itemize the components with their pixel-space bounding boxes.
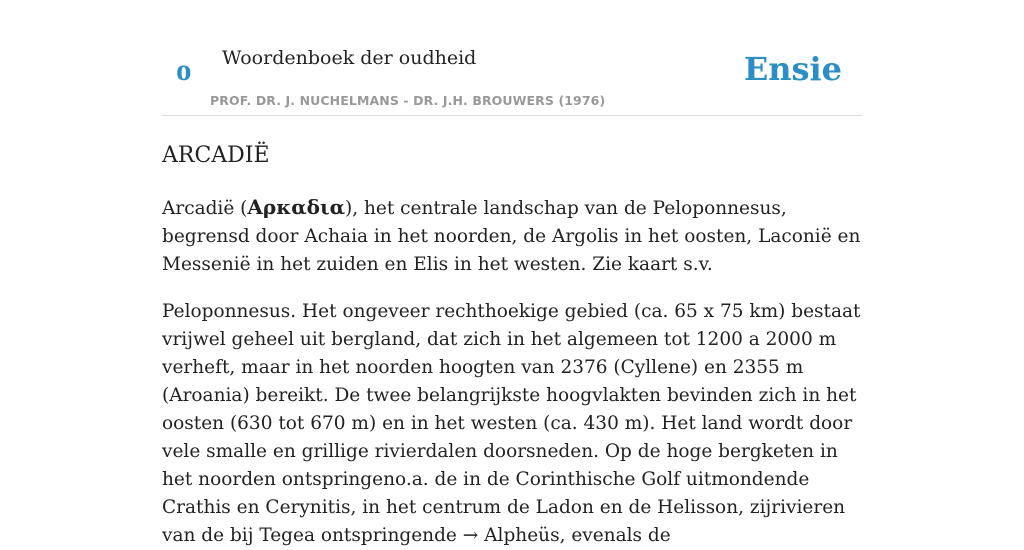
content-container — [162, 0, 862, 550]
book-title[interactable]: Woordenboek der oudheid — [222, 47, 477, 69]
paragraph-2-text: Peloponnesus. Het ongeveer rechthoekige gebied (ca. 65 x 75 km) bestaat vrijwel geheel uit bergland, dat zich in het algemeen tot 1200 a 2000 m verheft, maar in het noorden hoogten van 2376 (Cyllene) en 2355 m (Aroania) bereikt. De twee belangrijkste hoogvlakten bevinden zich in het oosten (630 tot 670 m) en in het westen (ca. 430 m). Het land wordt door vele smalle en grillige rivierdalen doorsneden. Op de hoge bergketen in het noorden ontspringeno.a. de in de Corinthische Golf uitmondende Crathis en Cerynitis, in het centrum de Ladon en de Helisson, zijrivieren van de bij Tegea ontspringende — [162, 301, 861, 546]
paragraph-2-tail: , evenals de — [559, 525, 671, 546]
paragraph-1-text: ), het centrale landschap van de Peloponnesus, begrensd door Achaia in het noorden, de Argolis in het oosten, Laconië en Messenië in het zuiden en Elis in het westen. Zie kaart s.v. — [162, 198, 861, 275]
paragraph-1-intro: Arcadië ( — [162, 198, 248, 219]
paragraph-2 — [162, 298, 862, 550]
arrow-icon: → — [462, 525, 479, 546]
ensie-logo[interactable]: Ensie — [743, 50, 842, 88]
alpheus-link[interactable]: Alpheüs — [484, 525, 560, 546]
letter-link[interactable]: o — [176, 52, 192, 87]
book-authors: PROF. DR. J. NUCHELMANS - DR. J.H. BROUWERS (1976) — [210, 93, 606, 108]
article-title: ARCADIË — [162, 143, 270, 168]
article-body — [162, 193, 862, 550]
greek-term: Αρκαδια — [247, 195, 346, 219]
paragraph-1 — [162, 193, 862, 279]
header — [162, 0, 862, 116]
